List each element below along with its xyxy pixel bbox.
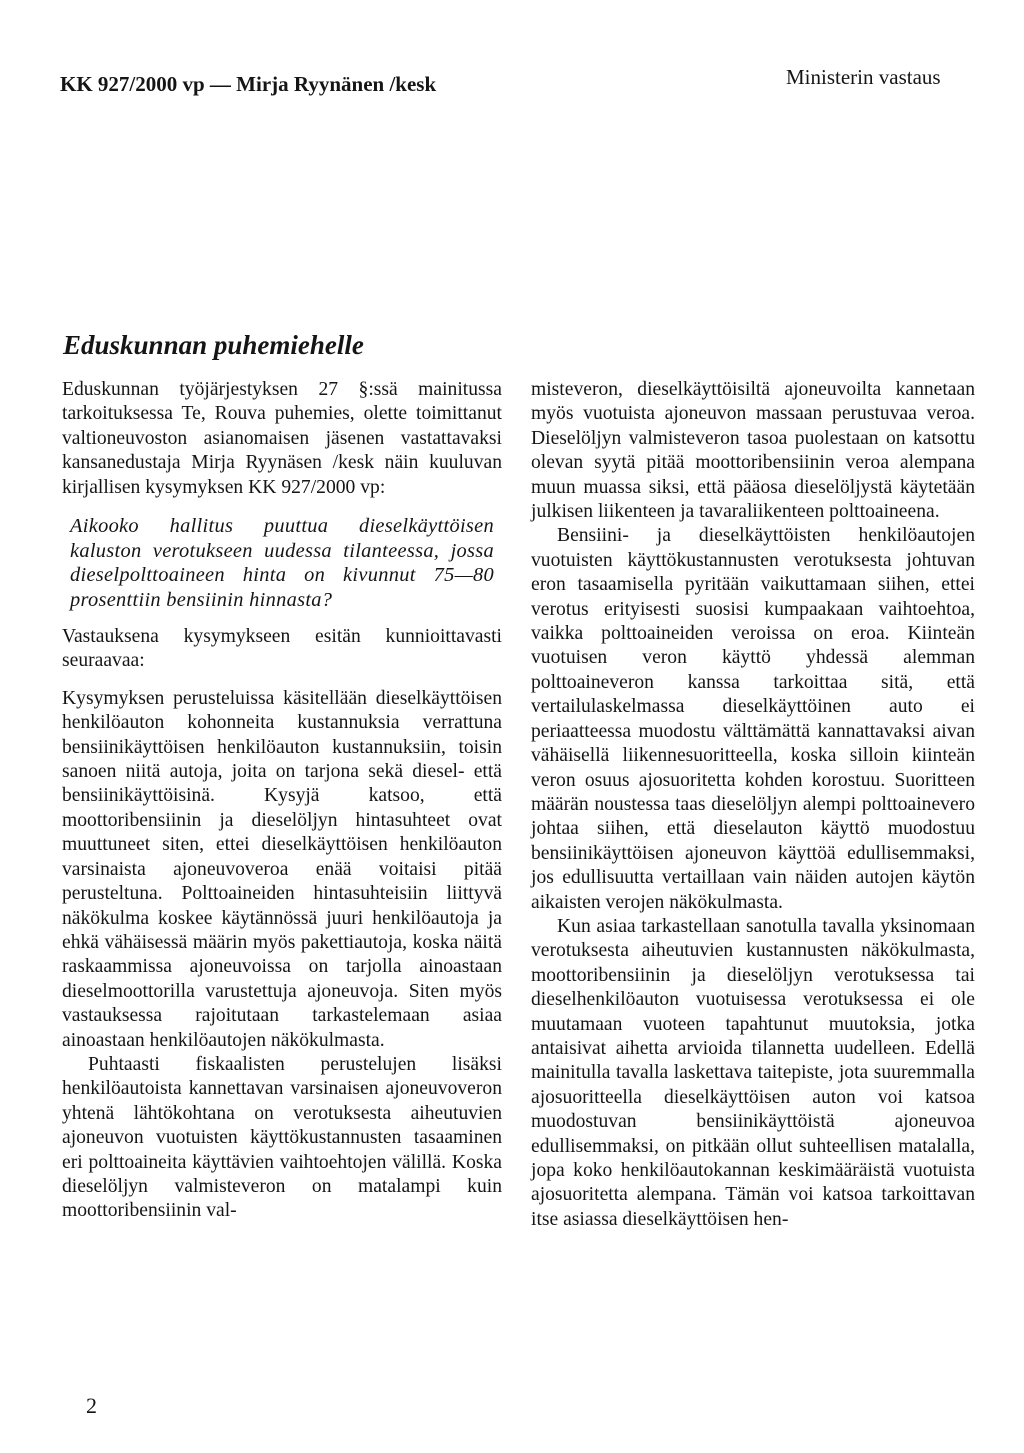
right-column bbox=[531, 378, 975, 1232]
intro-paragraph: Eduskunnan työjärjestyksen 27 §:ssä mainitussa tarkoituksessa Te, Rouva puhemies, olette toimittanut valtioneuvoston asianomaisen jäsenen vastattavaksi kansanedustaja Mirja Ryynäsen /kesk näin kuuluvan kirjallisen kysymyksen KK 927/2000 vp: bbox=[62, 379, 502, 498]
body-paragraph: misteveron, dieselkäyttöisiltä ajoneuvoilta kannetaan myös vuotuista ajoneuvon massaan perustuvaa veroa. Dieselöljyn valmisteveron tasoa puolestaan on katsottu olevan syytä pitää moottoribensiinin veroa alempana muun muassa siksi, että pääosa dieselöljystä käytetään julkisen liikenteen ja tavaraliikenteen polttoaineena. bbox=[531, 379, 975, 523]
page-number: 2 bbox=[86, 1393, 97, 1418]
body-paragraph: Puhtaasti fiskaalisten perustelujen lisäksi henkilöautoista kannettavan varsinaisen ajoneuvoveron yhtenä lähtökohtana on verotuksesta aiheutuvien ajoneuvon vuotuisten käyttökustannusten tasaaminen eri polttoaineita käyttävien vaihtoehtojen välillä. Koska dieselöljyn valmisteveron on matalampi kuin moottoribensiinin val- bbox=[62, 1053, 502, 1222]
document-reference: KK 927/2000 vp — Mirja Ryynänen /kesk bbox=[60, 72, 437, 96]
section-title: Ministerin vastaus bbox=[786, 65, 941, 89]
left-column bbox=[62, 378, 502, 1224]
answer-lead: Vastauksena kysymykseen esitän kunnioittavasti seuraavaa: bbox=[62, 626, 502, 672]
body-paragraph: Bensiini- ja dieselkäyttöisten henkilöautojen vuotuisten käyttökustannusten verotuksesta johtuvan eron tasaamisella pyritään vaikuttamaan siihen, ettei verotus erityisesti suosisi kumpaakaan vaihtoehtoa, vaikka polttoaineiden veroissa on eroa. Kiinteän vuotuisen veron käyttö yhdessä alemman polttoaineveron kanssa tarkoittaa sitä, että vertailulaskelmassa dieselkäyttöinen auto ei periaatteessa muodostu välttämättä kannattavaksi aivan vähäisellä liikennesuoritteella, koska silloin kiinteän veron osuus ajosuoritetta kohden korostuu. Suoritteen määrän noustessa taas dieselöljyn alempi polttoainevero johtaa siihen, että dieselauton käyttö muodostuu bensiinikäyttöisen ajoneuvon käyttöä edullisemmaksi, jos edullisuutta vertaillaan vain näiden autojen käytön aikaisten verojen näkökulmasta. bbox=[531, 525, 975, 913]
body-paragraph: Kysymyksen perusteluissa käsitellään dieselkäyttöisen henkilöauton kohonneita kustannuksia verrattuna bensiinikäyttöisen henkilöauton kustannuksiin, toisin sanoen niitä autoja, joita on tarjona sekä diesel- että bensiinikäyttöisinä. Kysyjä katsoo, että moottoribensiinin ja dieselöljyn hintasuhteet ovat muuttuneet siten, ettei dieselkäyttöisen henkilöauton varsinaista ajoneuvoveroa enää voitaisi pitää perusteltuna. Polttoaineiden hintasuhteisiin liittyvä näkökulma koskee käytännössä juuri henkilöautoja ja ehkä vähäisessä määrin myös pakettiautoja, koska näitä raskaammissa ajoneuvoissa on tarjolla ainoastaan dieselmoottorilla varustettuja ajoneuvoja. Siten myös vastauksessa rajoitutaan tarkastelemaan asiaa ainoastaan henkilöautojen näkökulmasta. bbox=[62, 687, 502, 1051]
addressee-heading: Eduskunnan puhemiehelle bbox=[63, 330, 364, 360]
question-quote: Aikooko hallitus puuttua dieselkäyttöisen kaluston verotukseen uudessa tilanteessa, jossa dieselpolttoaineen hinta on kivunnut 75—80 prosenttiin bensiinin hinnasta? bbox=[70, 515, 494, 611]
body-paragraph: Kun asiaa tarkastellaan sanotulla tavalla yksinomaan verotuksesta aiheutuvien kustannusten näkökulmasta, moottoribensiinin ja dieselöljyn verotuksessa tai dieselhenkilöauton vuotuisessa verotuksessa ei ole muutamaan vuoteen tapahtunut muutoksia, jotka antaisivat aihetta arvioida tilannetta uudelleen. Edellä mainitulla tavalla laskettava taitepiste, jota suuremmalla ajosuoritteella dieselkäyttöisen auton voi katsoa muodostuvan bensiinikäyttöistä ajoneuvoa edullisemmaksi, on pitkään ollut suhteellisen matalalla, jopa koko henkilöautokannan keskimääräistä vuotuista ajosuoritetta alempana. Tämän voi katsoa tarkoittavan itse asiassa dieselkäyttöisen hen- bbox=[531, 915, 975, 1230]
